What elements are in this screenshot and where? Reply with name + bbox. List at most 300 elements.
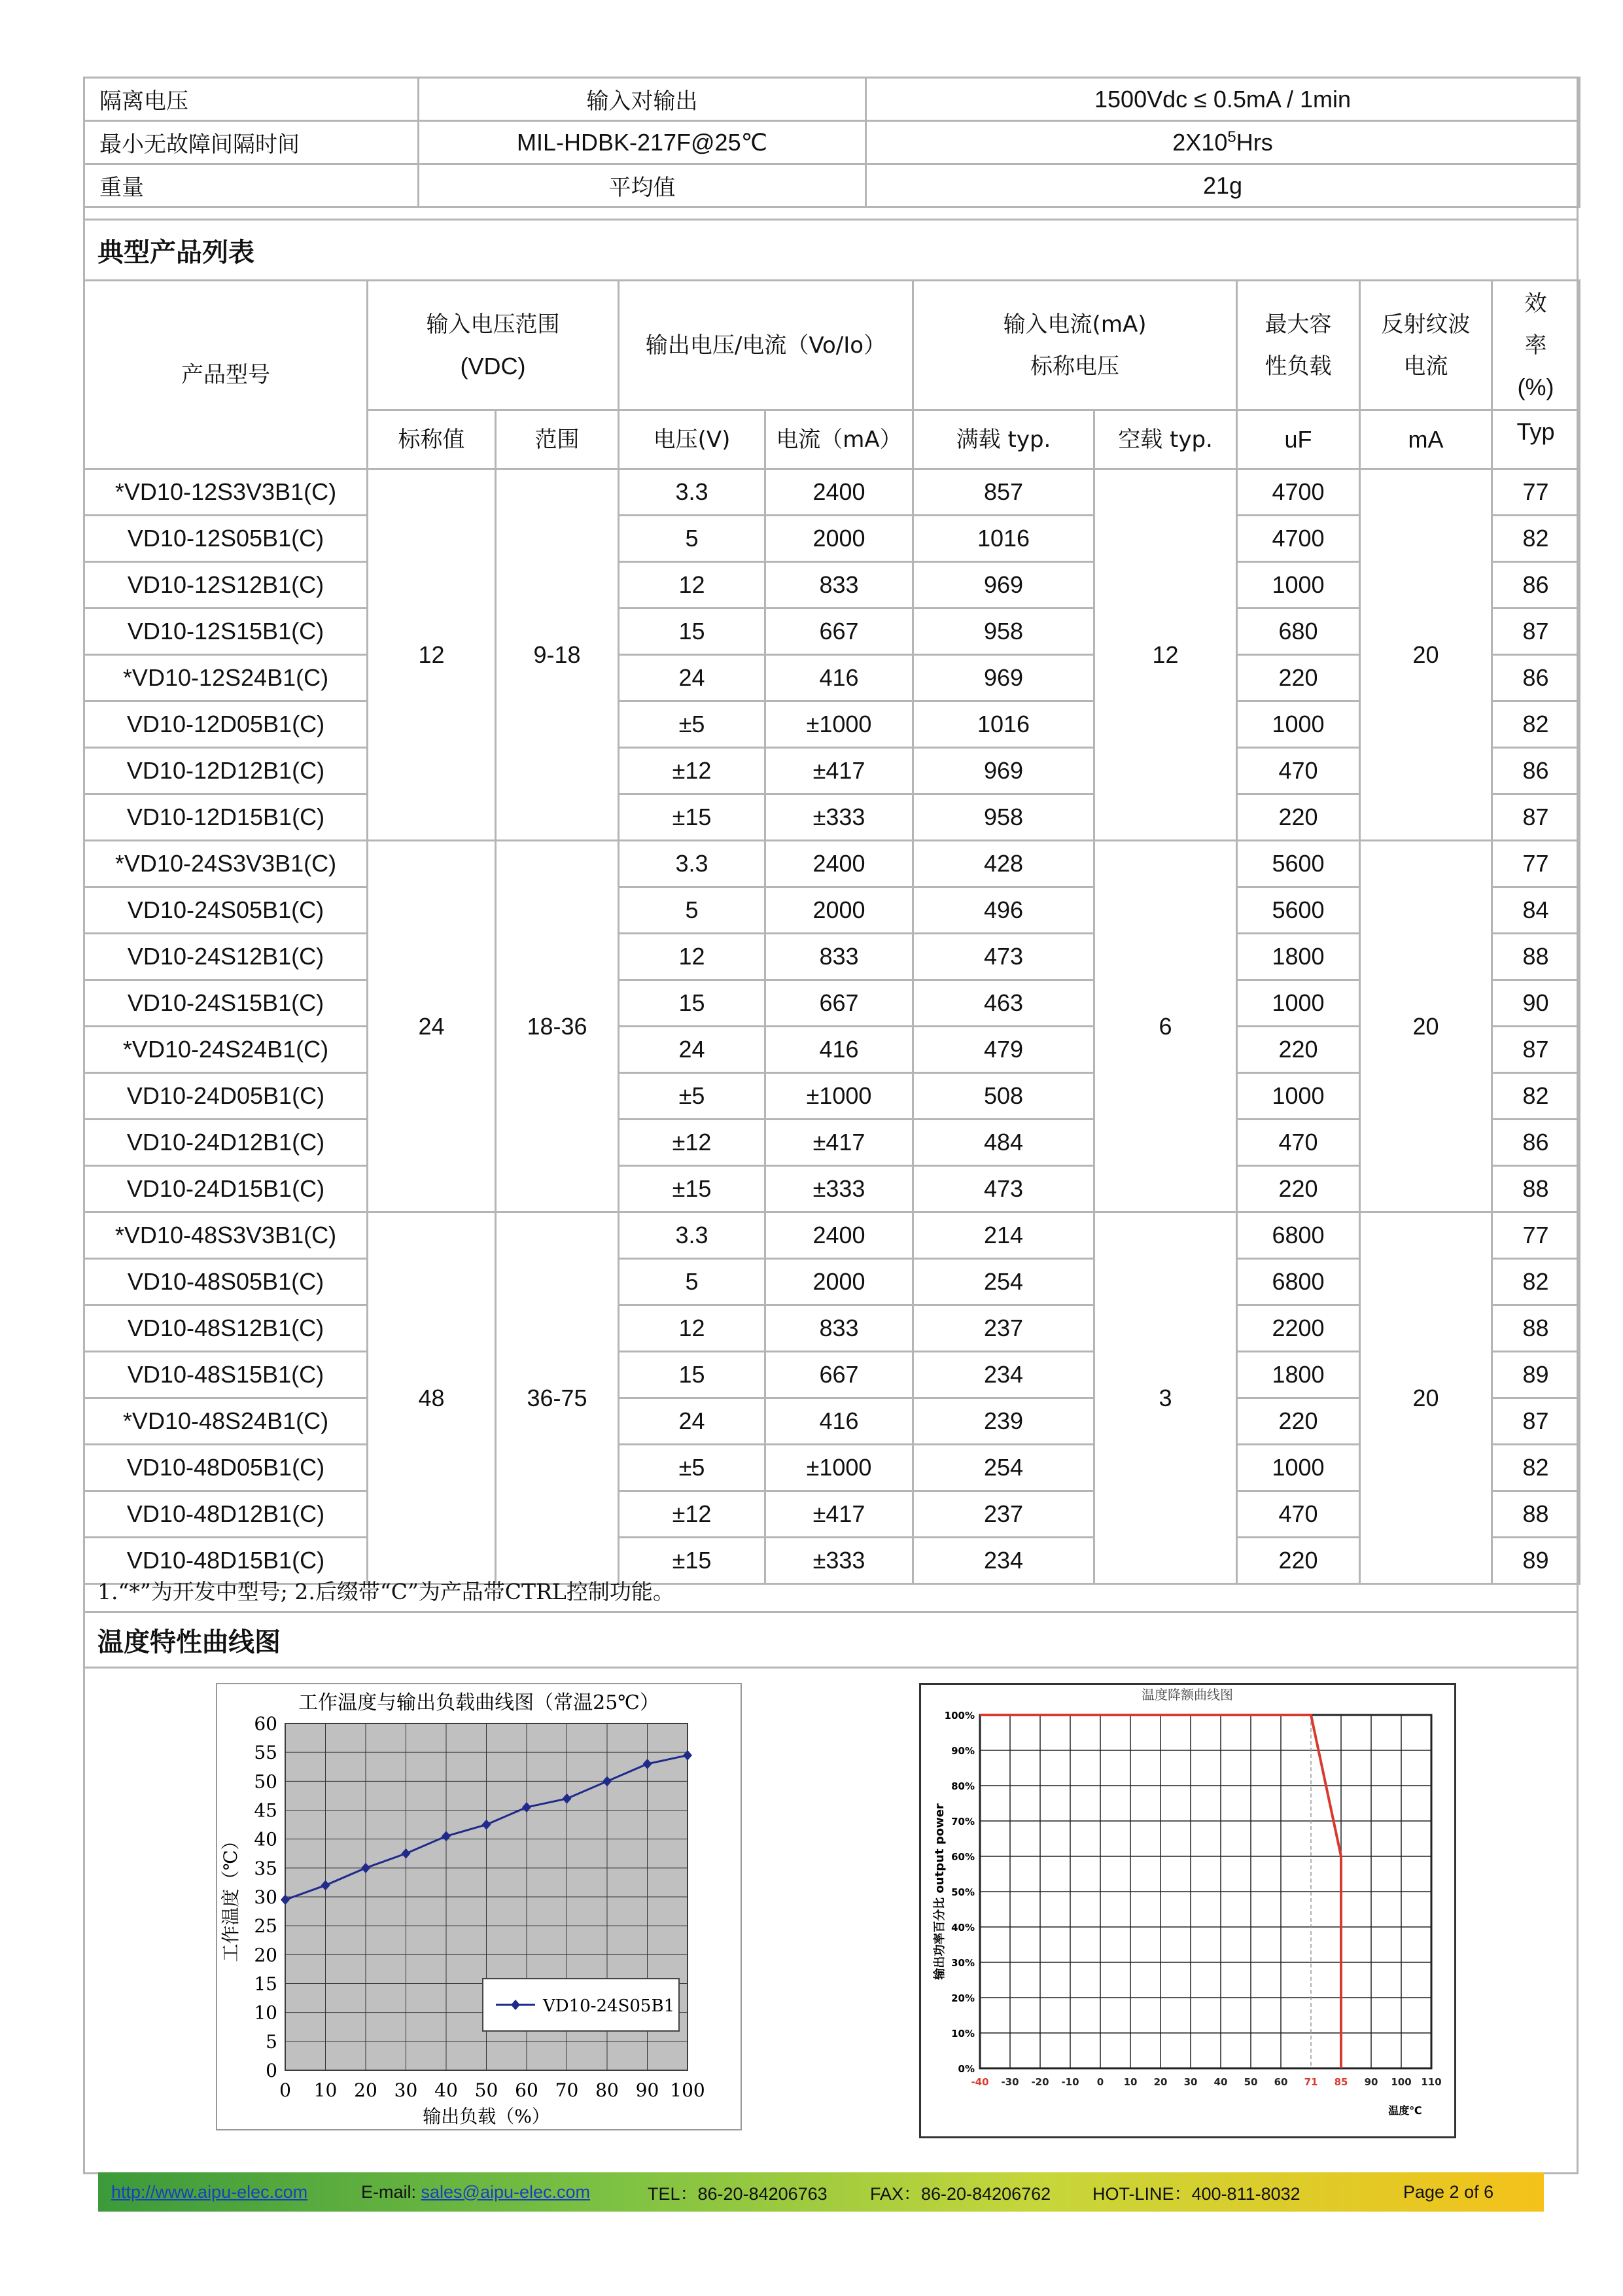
x-tick-label: 40 — [434, 2079, 458, 2101]
cell-output-voltage: 24 — [619, 1027, 765, 1073]
cell-no-load-current: 12 — [1094, 469, 1237, 841]
table-row — [84, 655, 1580, 701]
cell-output-current: ±417 — [765, 1491, 913, 1538]
cell-efficiency: 82 — [1492, 1445, 1580, 1491]
header-input-range-line1: 输入电压范围 — [426, 311, 560, 338]
footnote: 1.“*”为开发中型号; 2.后缀带“C”为产品带CTRL控制功能。 — [97, 1578, 674, 1604]
header-efficiency-line3: (%) — [1517, 373, 1554, 400]
cell-full-load-current: 239 — [913, 1398, 1094, 1445]
table-row — [84, 516, 1580, 562]
cell-efficiency: 84 — [1492, 887, 1580, 934]
cell-efficiency: 86 — [1492, 748, 1580, 794]
table-row — [84, 1166, 1580, 1212]
chart-derating-svg — [921, 1685, 1454, 2136]
cell-output-voltage: 15 — [619, 980, 765, 1027]
cell-full-load-current: 234 — [913, 1538, 1094, 1584]
table-row — [84, 1491, 1580, 1538]
spec-row-weight — [84, 164, 1580, 207]
cell-full-load-current: 237 — [913, 1491, 1094, 1538]
spec-condition: 输入对输出 — [419, 78, 866, 121]
cell-model: VD10-24D05B1(C) — [84, 1073, 368, 1120]
header-input-range-line2: (VDC) — [460, 352, 526, 380]
table-row — [84, 1027, 1580, 1073]
cell-max-capacitive-load: 680 — [1237, 609, 1360, 655]
header-model: 产品型号 — [84, 281, 368, 469]
section-title-temperature: 温度特性曲线图 — [97, 1627, 281, 1657]
cell-efficiency: 86 — [1492, 1120, 1580, 1166]
cell-output-current: 2400 — [765, 469, 913, 516]
cell-efficiency: 90 — [1492, 980, 1580, 1027]
cell-output-voltage: 5 — [619, 1259, 765, 1305]
spec-label: 重量 — [84, 164, 419, 207]
cell-output-current: 2400 — [765, 1212, 913, 1259]
cell-output-current: 833 — [765, 562, 913, 609]
y-tick-label: 50 — [254, 1771, 277, 1793]
chart-derating — [919, 1683, 1456, 2138]
table-row — [84, 1073, 1580, 1120]
cell-ripple-current: 20 — [1360, 469, 1492, 841]
subheader-current: 电流（mA） — [765, 410, 913, 469]
table-row — [84, 562, 1580, 609]
footer-email — [361, 2182, 590, 2202]
cell-output-voltage: ±15 — [619, 794, 765, 841]
y-tick-label: 50% — [951, 1886, 975, 1898]
cell-efficiency: 77 — [1492, 1212, 1580, 1259]
y-tick-label: 35 — [254, 1857, 277, 1879]
cell-output-current: 667 — [765, 980, 913, 1027]
cell-full-load-current: 958 — [913, 609, 1094, 655]
product-table-body — [84, 469, 1580, 1584]
cell-full-load-current: 479 — [913, 1027, 1094, 1073]
cell-output-voltage: 24 — [619, 1398, 765, 1445]
cell-model: VD10-12S12B1(C) — [84, 562, 368, 609]
cell-full-load-current: 254 — [913, 1259, 1094, 1305]
subheader-uf: uF — [1237, 410, 1360, 469]
cell-voltage-range: 9-18 — [496, 469, 619, 841]
cell-efficiency: 88 — [1492, 1305, 1580, 1352]
cell-model: VD10-24D12B1(C) — [84, 1120, 368, 1166]
spec-condition: 平均值 — [419, 164, 866, 207]
cell-output-voltage: 3.3 — [619, 841, 765, 887]
cell-output-current: ±333 — [765, 1166, 913, 1212]
cell-max-capacitive-load: 4700 — [1237, 469, 1360, 516]
cell-max-capacitive-load: 220 — [1237, 1027, 1360, 1073]
cell-full-load-current: 428 — [913, 841, 1094, 887]
cell-full-load-current: 214 — [913, 1212, 1094, 1259]
cell-output-voltage: ±12 — [619, 1120, 765, 1166]
cell-output-voltage: 12 — [619, 934, 765, 980]
x-tick-label: 10 — [313, 2079, 338, 2101]
cell-output-voltage: ±15 — [619, 1538, 765, 1584]
cell-model: *VD10-48S3V3B1(C) — [84, 1212, 368, 1259]
chart-temperature-vs-load — [216, 1683, 742, 2130]
cell-output-current: 2400 — [765, 841, 913, 887]
cell-efficiency: 88 — [1492, 934, 1580, 980]
table-row — [84, 934, 1580, 980]
footer-hotline: HOT-LINE：400-811-8032 — [1092, 2183, 1300, 2204]
x-tick-label: -40 — [971, 2076, 989, 2088]
x-tick-label: 90 — [1364, 2076, 1378, 2088]
cell-output-current: 833 — [765, 1305, 913, 1352]
spec-value: 21g — [866, 164, 1580, 207]
table-row — [84, 1398, 1580, 1445]
footer-page-number: Page 2 of 6 — [1403, 2181, 1494, 2202]
cell-model: VD10-12S05B1(C) — [84, 516, 368, 562]
subheader-full-load: 满载 typ. — [913, 410, 1094, 469]
cell-max-capacitive-load: 2200 — [1237, 1305, 1360, 1352]
cell-model: *VD10-12S3V3B1(C) — [84, 469, 368, 516]
subheader-typ: Typ — [1492, 410, 1580, 469]
cell-model: *VD10-24S24B1(C) — [84, 1027, 368, 1073]
subheader-nominal: 标称值 — [368, 410, 496, 469]
chart-title: 温度降额曲线图 — [1142, 1687, 1233, 1703]
table-row — [84, 1305, 1580, 1352]
cell-output-current: 416 — [765, 655, 913, 701]
x-tick-label: 10 — [1123, 2076, 1138, 2088]
subheader-range: 范围 — [496, 410, 619, 469]
y-tick-label: 25 — [254, 1915, 277, 1937]
cell-full-load-current: 473 — [913, 1166, 1094, 1212]
header-max-cap-line2: 性负载 — [1265, 353, 1332, 380]
subheader-no-load: 空载 typ. — [1094, 410, 1237, 469]
header-ripple — [1360, 281, 1492, 410]
cell-model: VD10-48S05B1(C) — [84, 1259, 368, 1305]
table-row — [84, 701, 1580, 748]
x-tick-label: 20 — [1153, 2076, 1168, 2088]
cell-model: VD10-48D05B1(C) — [84, 1445, 368, 1491]
x-tick-label: 40 — [1213, 2076, 1228, 2088]
cell-full-load-current: 254 — [913, 1445, 1094, 1491]
footer-email-label: E-mail: — [361, 2181, 417, 2202]
cell-model: VD10-48D12B1(C) — [84, 1491, 368, 1538]
y-tick-label: 60 — [254, 1713, 277, 1735]
x-tick-label: 71 — [1304, 2076, 1318, 2088]
table-row — [84, 1212, 1580, 1259]
spec-row-mtbf — [84, 121, 1580, 164]
cell-output-voltage: ±5 — [619, 1445, 765, 1491]
y-tick-label: 5 — [266, 2030, 277, 2053]
cell-full-load-current: 237 — [913, 1305, 1094, 1352]
table-row — [84, 1445, 1580, 1491]
y-tick-label: 15 — [254, 1973, 277, 1995]
subheader-voltage: 电压(V) — [619, 410, 765, 469]
cell-ripple-current: 20 — [1360, 1212, 1492, 1584]
cell-efficiency: 87 — [1492, 794, 1580, 841]
cell-max-capacitive-load: 220 — [1237, 655, 1360, 701]
cell-output-current: 2000 — [765, 887, 913, 934]
spec-label: 最小无故障间隔时间 — [84, 121, 419, 164]
section-title-products: 典型产品列表 — [97, 237, 254, 268]
y-tick-label: 70% — [951, 1816, 975, 1828]
table-row — [84, 748, 1580, 794]
cell-output-voltage: 15 — [619, 1352, 765, 1398]
table-row — [84, 887, 1580, 934]
cell-max-capacitive-load: 1000 — [1237, 980, 1360, 1027]
cell-efficiency: 82 — [1492, 516, 1580, 562]
footer-bar — [98, 2172, 1544, 2212]
x-tick-label: 80 — [595, 2079, 619, 2101]
x-tick-label: 70 — [555, 2079, 579, 2101]
spec-value-exponent: 5 — [1227, 128, 1236, 146]
x-tick-label: 60 — [515, 2079, 538, 2101]
header-ripple-line2: 电流 — [1403, 353, 1448, 380]
y-tick-label: 40 — [254, 1828, 277, 1850]
spec-condition: MIL-HDBK-217F@25℃ — [419, 121, 866, 164]
x-tick-label: 60 — [1274, 2076, 1288, 2088]
header-max-cap — [1237, 281, 1360, 410]
spec-value — [866, 121, 1580, 164]
cell-max-capacitive-load: 470 — [1237, 1491, 1360, 1538]
y-tick-label: 20% — [951, 1992, 975, 2004]
cell-output-current: ±333 — [765, 1538, 913, 1584]
x-tick-label: 100 — [670, 2079, 705, 2101]
x-tick-label: 50 — [474, 2079, 498, 2101]
legend-label: VD10-24S05B1 — [543, 1996, 675, 2016]
cell-efficiency: 77 — [1492, 841, 1580, 887]
y-tick-label: 45 — [254, 1799, 277, 1822]
cell-output-voltage: ±12 — [619, 1491, 765, 1538]
cell-model: *VD10-48S24B1(C) — [84, 1398, 368, 1445]
cell-model: VD10-24S12B1(C) — [84, 934, 368, 980]
cell-max-capacitive-load: 220 — [1237, 1538, 1360, 1584]
cell-full-load-current: 484 — [913, 1120, 1094, 1166]
cell-efficiency: 82 — [1492, 1073, 1580, 1120]
cell-max-capacitive-load: 5600 — [1237, 887, 1360, 934]
spec-value: 1500Vdc ≤ 0.5mA / 1min — [866, 78, 1580, 121]
cell-max-capacitive-load: 220 — [1237, 1166, 1360, 1212]
cell-max-capacitive-load: 1800 — [1237, 934, 1360, 980]
cell-max-capacitive-load: 6800 — [1237, 1212, 1360, 1259]
y-tick-label: 20 — [254, 1944, 277, 1966]
cell-output-voltage: ±5 — [619, 701, 765, 748]
cell-output-current: ±417 — [765, 748, 913, 794]
table-row — [84, 1352, 1580, 1398]
header-max-cap-line1: 最大容 — [1265, 311, 1332, 338]
x-tick-label: 50 — [1244, 2076, 1258, 2088]
cell-max-capacitive-load: 220 — [1237, 794, 1360, 841]
y-tick-label: 0 — [266, 2060, 277, 2081]
cell-output-voltage: ±5 — [619, 1073, 765, 1120]
cell-output-voltage: 12 — [619, 1305, 765, 1352]
table-row — [84, 609, 1580, 655]
chart-temperature-vs-load-svg — [217, 1684, 741, 2129]
header-efficiency-line2: 率 — [1524, 332, 1547, 359]
cell-efficiency: 88 — [1492, 1166, 1580, 1212]
cell-output-current: ±1000 — [765, 1445, 913, 1491]
cell-efficiency: 87 — [1492, 1398, 1580, 1445]
cell-output-current: ±417 — [765, 1120, 913, 1166]
table-row — [84, 469, 1580, 516]
cell-output-current: 833 — [765, 934, 913, 980]
cell-output-voltage: 15 — [619, 609, 765, 655]
spec-row-isolation — [84, 78, 1580, 121]
cell-output-voltage: 5 — [619, 516, 765, 562]
y-tick-label: 10 — [254, 2002, 277, 2024]
y-tick-label: 40% — [951, 1922, 975, 1934]
cell-full-load-current: 969 — [913, 655, 1094, 701]
y-tick-label: 100% — [944, 1710, 975, 1722]
spec-value-unit: Hrs — [1236, 129, 1273, 156]
cell-nominal-voltage: 12 — [368, 469, 496, 841]
cell-full-load-current: 969 — [913, 748, 1094, 794]
header-efficiency-line1: 效 — [1524, 290, 1547, 317]
footer-fax: FAX：86-20-84206762 — [870, 2183, 1051, 2204]
cell-efficiency: 87 — [1492, 609, 1580, 655]
x-tick-label: -20 — [1031, 2076, 1049, 2088]
cell-efficiency: 88 — [1492, 1491, 1580, 1538]
y-tick-label: 60% — [951, 1851, 975, 1863]
cell-output-current: 667 — [765, 1352, 913, 1398]
header-input-current-line1: 输入电流(mA) — [1003, 311, 1147, 338]
cell-full-load-current: 969 — [913, 562, 1094, 609]
header-input-current-line2: 标称电压 — [1030, 353, 1120, 380]
cell-no-load-current: 3 — [1094, 1212, 1237, 1584]
cell-output-voltage: 5 — [619, 887, 765, 934]
cell-output-voltage: 3.3 — [619, 1212, 765, 1259]
cell-model: VD10-48D15B1(C) — [84, 1538, 368, 1584]
x-axis-label: 输出负载（%） — [423, 2106, 550, 2127]
cell-output-current: 2000 — [765, 516, 913, 562]
product-table — [83, 279, 1580, 1585]
table-row — [84, 794, 1580, 841]
x-tick-label: 30 — [1183, 2076, 1198, 2088]
header-ripple-line1: 反射纹波 — [1381, 311, 1471, 338]
cell-model: VD10-12D15B1(C) — [84, 794, 368, 841]
cell-efficiency: 86 — [1492, 655, 1580, 701]
cell-output-voltage: ±12 — [619, 748, 765, 794]
cell-output-current: 416 — [765, 1398, 913, 1445]
cell-full-load-current: 496 — [913, 887, 1094, 934]
x-tick-label: 30 — [394, 2079, 418, 2101]
cell-output-voltage: ±15 — [619, 1166, 765, 1212]
y-tick-label: 55 — [254, 1742, 277, 1764]
header-input-range — [368, 281, 619, 410]
cell-model: *VD10-24S3V3B1(C) — [84, 841, 368, 887]
cell-efficiency: 82 — [1492, 1259, 1580, 1305]
header-row — [84, 281, 1580, 410]
table-row — [84, 841, 1580, 887]
cell-efficiency: 89 — [1492, 1538, 1580, 1584]
y-tick-label: 80% — [951, 1780, 975, 1792]
x-tick-label: 20 — [354, 2079, 377, 2101]
cell-output-voltage: 3.3 — [619, 469, 765, 516]
cell-max-capacitive-load: 6800 — [1237, 1259, 1360, 1305]
cell-model: VD10-12S15B1(C) — [84, 609, 368, 655]
y-tick-label: 30 — [254, 1886, 277, 1908]
y-tick-label: 90% — [951, 1745, 975, 1757]
x-axis-label: 温度℃ — [1388, 2104, 1422, 2117]
header-efficiency — [1492, 281, 1580, 410]
cell-full-load-current: 958 — [913, 794, 1094, 841]
y-tick-label: 30% — [951, 1957, 975, 1969]
x-tick-label: 85 — [1334, 2076, 1348, 2088]
cell-full-load-current: 857 — [913, 469, 1094, 516]
y-axis-label: 输出功率百分比 output power — [933, 1803, 947, 1980]
cell-max-capacitive-load: 1800 — [1237, 1352, 1360, 1398]
cell-max-capacitive-load: 1000 — [1237, 701, 1360, 748]
cell-efficiency: 77 — [1492, 469, 1580, 516]
cell-output-current: 416 — [765, 1027, 913, 1073]
cell-max-capacitive-load: 470 — [1237, 748, 1360, 794]
x-tick-label: 0 — [1096, 2076, 1104, 2088]
cell-full-load-current: 1016 — [913, 516, 1094, 562]
cell-full-load-current: 508 — [913, 1073, 1094, 1120]
y-tick-label: 0% — [958, 2063, 975, 2075]
y-axis-label: 工作温度（℃） — [220, 1831, 241, 1962]
x-tick-label: 90 — [635, 2079, 659, 2101]
cell-nominal-voltage: 24 — [368, 841, 496, 1212]
spec-table — [83, 77, 1580, 208]
cell-max-capacitive-load: 1000 — [1237, 562, 1360, 609]
footer-tel: TEL：86-20-84206763 — [648, 2183, 828, 2204]
cell-full-load-current: 234 — [913, 1352, 1094, 1398]
cell-model: VD10-24S05B1(C) — [84, 887, 368, 934]
cell-efficiency: 89 — [1492, 1352, 1580, 1398]
cell-output-current: 2000 — [765, 1259, 913, 1305]
cell-full-load-current: 1016 — [913, 701, 1094, 748]
cell-output-voltage: 12 — [619, 562, 765, 609]
cell-output-current: ±1000 — [765, 1073, 913, 1120]
x-tick-label: -30 — [1001, 2076, 1019, 2088]
cell-max-capacitive-load: 1000 — [1237, 1073, 1360, 1120]
cell-output-current: ±1000 — [765, 701, 913, 748]
header-output: 输出电压/电流（Vo/Io） — [619, 281, 913, 410]
footer-email-link[interactable]: sales@aipu-elec.com — [421, 2181, 591, 2202]
cell-max-capacitive-load: 4700 — [1237, 516, 1360, 562]
table-row — [84, 980, 1580, 1027]
cell-nominal-voltage: 48 — [368, 1212, 496, 1584]
cell-ripple-current: 20 — [1360, 841, 1492, 1212]
cell-full-load-current: 463 — [913, 980, 1094, 1027]
divider — [83, 1667, 1579, 1669]
table-row — [84, 1120, 1580, 1166]
subheader-ma: mA — [1360, 410, 1492, 469]
cell-efficiency: 87 — [1492, 1027, 1580, 1073]
x-tick-label: 100 — [1391, 2076, 1412, 2088]
footer-url-link[interactable]: http://www.aipu-elec.com — [111, 2181, 308, 2202]
x-tick-label: 110 — [1421, 2076, 1442, 2088]
cell-voltage-range: 18-36 — [496, 841, 619, 1212]
x-tick-label: -10 — [1061, 2076, 1079, 2088]
cell-efficiency: 82 — [1492, 701, 1580, 748]
chart-title: 工作温度与输出负载曲线图（常温25℃） — [298, 1691, 659, 1714]
cell-max-capacitive-load: 5600 — [1237, 841, 1360, 887]
cell-output-current: 667 — [765, 609, 913, 655]
cell-output-voltage: 24 — [619, 655, 765, 701]
cell-model: VD10-24D15B1(C) — [84, 1166, 368, 1212]
cell-model: VD10-12D05B1(C) — [84, 701, 368, 748]
cell-model: VD10-48S12B1(C) — [84, 1305, 368, 1352]
cell-no-load-current: 6 — [1094, 841, 1237, 1212]
header-input-current — [913, 281, 1237, 410]
cell-max-capacitive-load: 1000 — [1237, 1445, 1360, 1491]
cell-max-capacitive-load: 470 — [1237, 1120, 1360, 1166]
cell-max-capacitive-load: 220 — [1237, 1398, 1360, 1445]
cell-model: VD10-12D12B1(C) — [84, 748, 368, 794]
spec-value-base: 2X10 — [1172, 129, 1228, 156]
y-tick-label: 10% — [951, 2028, 975, 2040]
x-tick-label: 0 — [279, 2079, 291, 2101]
table-row — [84, 1259, 1580, 1305]
cell-voltage-range: 36-75 — [496, 1212, 619, 1584]
spec-label: 隔离电压 — [84, 78, 419, 121]
cell-model: VD10-48S15B1(C) — [84, 1352, 368, 1398]
cell-output-current: ±333 — [765, 794, 913, 841]
cell-model: VD10-24S15B1(C) — [84, 980, 368, 1027]
cell-model: *VD10-12S24B1(C) — [84, 655, 368, 701]
cell-full-load-current: 473 — [913, 934, 1094, 980]
cell-efficiency: 86 — [1492, 562, 1580, 609]
